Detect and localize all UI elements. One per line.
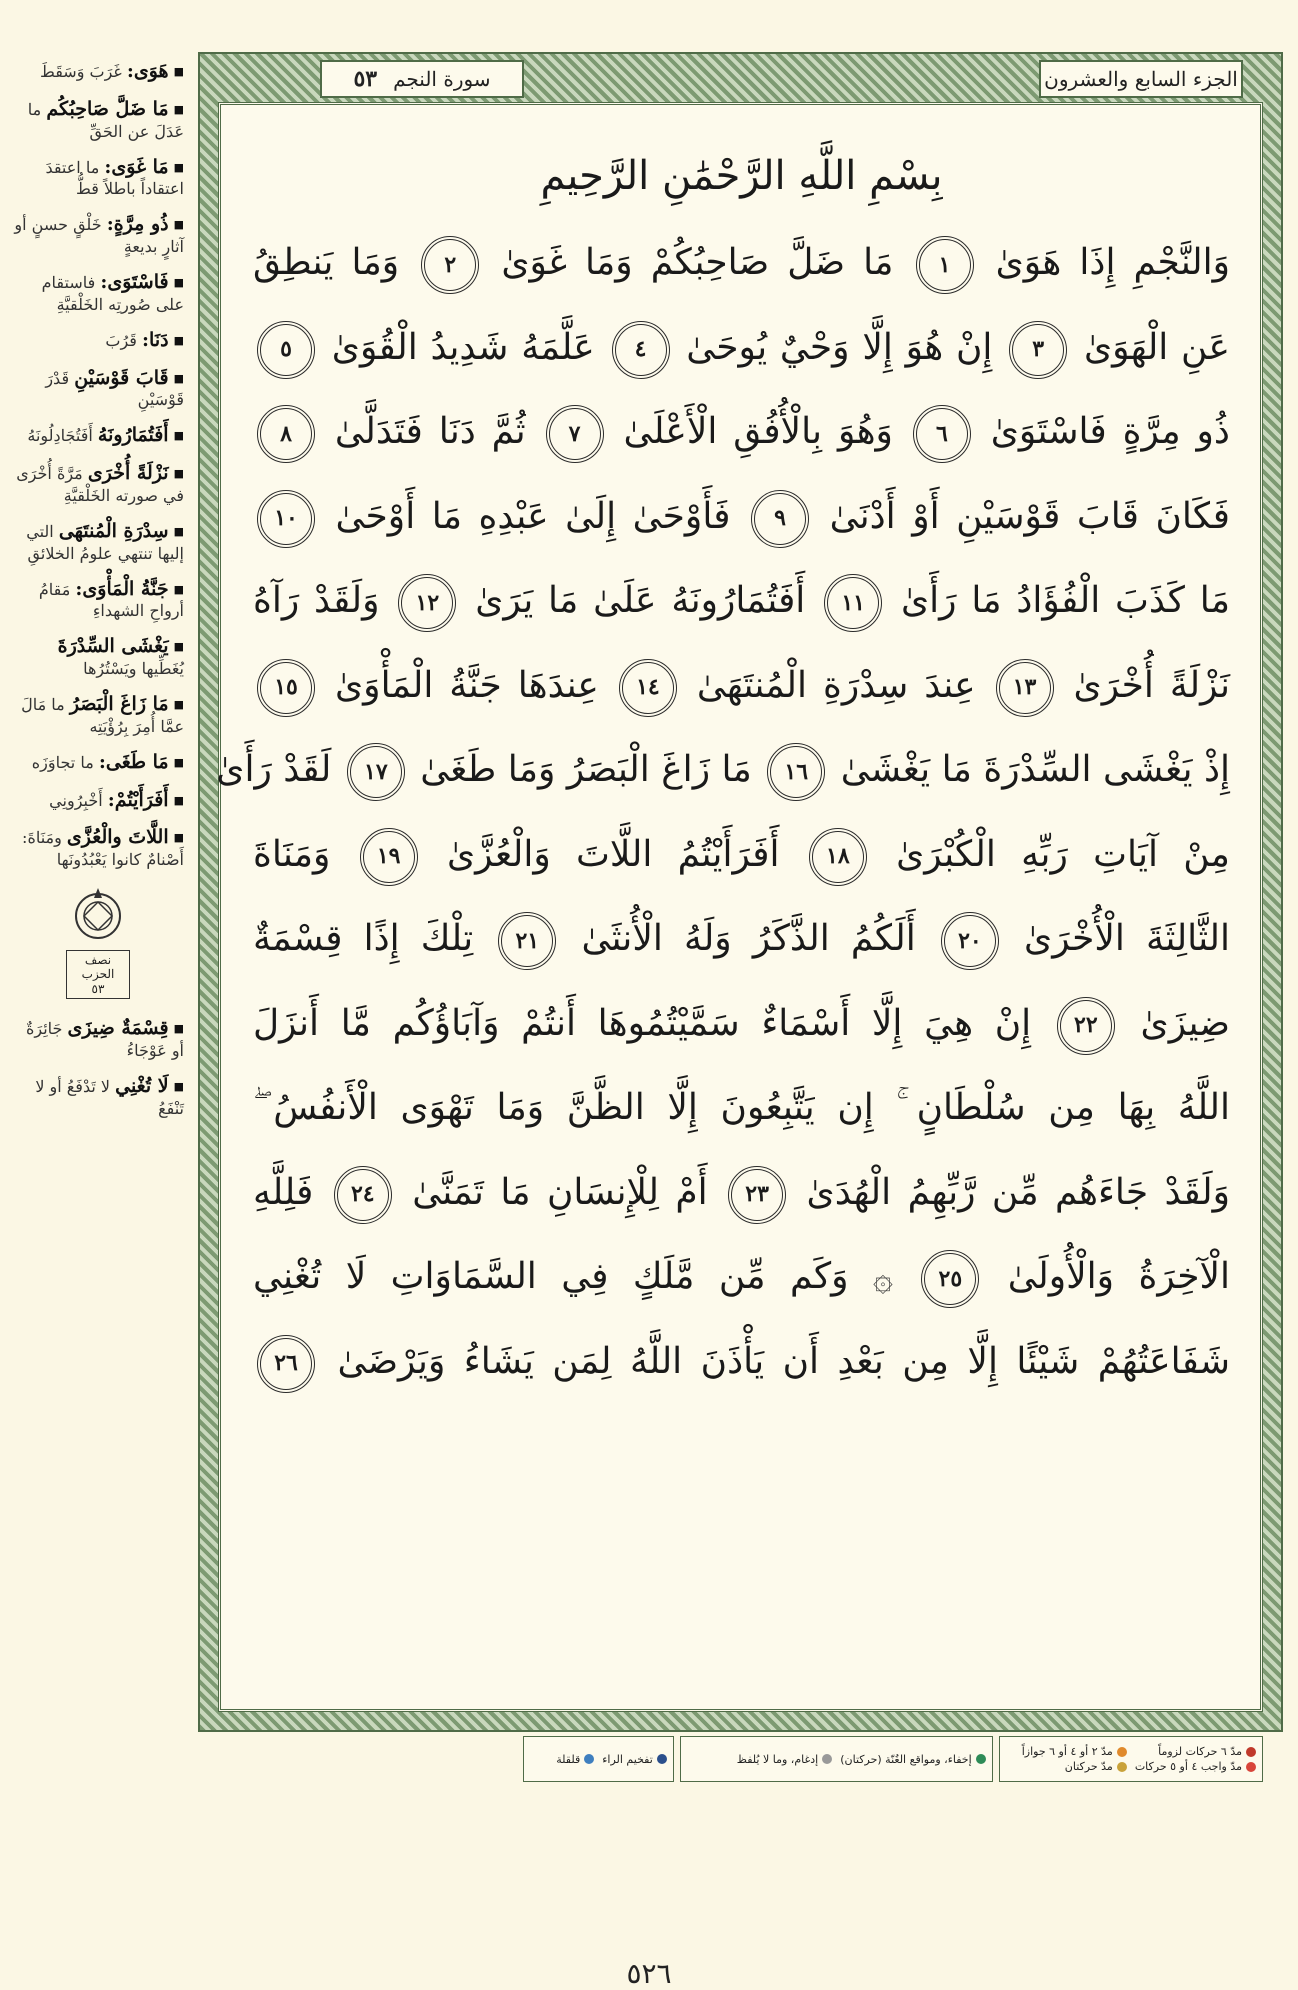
verse-line	[253, 559, 1230, 644]
glossary-term: ■ مَا طَغَى:	[99, 751, 184, 773]
hizb-marker	[66, 884, 130, 999]
verse-text: عِندَهَا جَنَّةُ الْمَأْوَىٰ	[335, 664, 599, 706]
verse-line	[253, 306, 1230, 391]
glossary-entry	[12, 789, 184, 813]
verse-line	[253, 1151, 1230, 1236]
verse-line	[253, 221, 1230, 306]
glossary-entry	[12, 462, 184, 506]
hizb-word: الحزب	[81, 967, 115, 982]
glossary-term: ■ مَا ضَلَّ صَاحِبُكُم	[46, 98, 184, 120]
glossary-entry	[12, 156, 184, 200]
verse-text: فَأَوْحَىٰ إِلَىٰ عَبْدِهِ مَا أَوْحَىٰ	[335, 495, 731, 537]
color-dot-icon	[822, 1754, 832, 1764]
verse-text: عَنِ الْهَوَىٰ	[1083, 326, 1230, 368]
glossary-definition: ما تجاوَزَه	[31, 752, 94, 772]
verse-line	[253, 1320, 1230, 1405]
page-frame	[198, 52, 1283, 1773]
verse-text: وَلَقَدْ جَاءَهُم مِّن رَّبِّهِمُ الْهُدَىٰ	[806, 1171, 1230, 1213]
ayah-number-marker: ١٨	[809, 828, 867, 886]
glossary-term: ■ دَنَا:	[142, 329, 184, 351]
glossary-entry	[12, 751, 184, 775]
glossary-term: ■ أَفَرَأَيْتُمْ:	[108, 789, 184, 811]
verse-text: ثُمَّ دَنَا فَتَدَلَّىٰ	[334, 411, 526, 452]
glossary-definition: مَقامُ أرواحِ الشهداءِ	[38, 579, 184, 621]
legend-item	[1006, 1745, 1127, 1758]
glossary-term: ■ هَوَى:	[127, 60, 184, 82]
ayah-number-marker: ١٤	[619, 659, 677, 717]
ayah-number-marker: ٢١	[498, 912, 556, 970]
ayah-number-marker: ٢	[421, 236, 479, 294]
legend-item	[1135, 1745, 1256, 1758]
verse-text: الْآخِرَةُ وَالْأُولَىٰ	[1007, 1256, 1231, 1297]
page-number: ٥٢٦	[626, 1957, 672, 1990]
verse-text: لَقَدْ رَأَىٰ	[216, 749, 332, 790]
glossary-entry	[12, 826, 184, 870]
glossary-entry	[12, 60, 184, 84]
verse-text: ضِيزَىٰ	[1140, 1002, 1230, 1044]
glossary-entry	[12, 367, 184, 411]
color-dot-icon	[1246, 1747, 1256, 1757]
glossary-term: ■ لَا تُغْنِي	[115, 1075, 184, 1097]
ayah-number-marker: ١٦	[767, 743, 825, 801]
glossary-term: ■ اللَّاتَ والْعُزَّى	[67, 826, 184, 848]
glossary-definition: جَائِرَةٌ أو عَوْجَاءُ	[26, 1019, 184, 1060]
glossary-entry	[12, 98, 184, 142]
glossary-definition: أَفَتُجَادِلُونَهُ	[27, 426, 93, 446]
verse-text: وَلَقَدْ رَآهُ	[253, 580, 380, 621]
verse-text: عِندَ سِدْرَةِ الْمُنتَهَىٰ	[696, 664, 976, 706]
verse-line	[253, 1235, 1230, 1320]
legend-item	[530, 1753, 595, 1766]
glossary-term: ■ ذُو مِرَّةٍ:	[107, 213, 184, 235]
glossary-term: ■ جَنَّةُ الْمَأْوَى:	[75, 578, 184, 600]
verse-text: أَفَرَأَيْتُمُ اللَّاتَ وَالْعُزَّىٰ	[446, 833, 780, 875]
tajweed-legend	[218, 1736, 1263, 1782]
verse-text: مَا كَذَبَ الْفُؤَادُ مَا رَأَىٰ	[900, 580, 1231, 621]
verse-line	[253, 982, 1230, 1067]
verse-text: ذُو مِرَّةٍ فَاسْتَوَىٰ	[990, 411, 1230, 452]
glossary-definition: خَلْقٍ حسنٍ أو آثارٍ بديعةٍ	[14, 215, 184, 256]
glossary-sidebar	[12, 60, 184, 1760]
hizb-ornament-icon	[68, 884, 128, 944]
basmala: بِسْمِ اللَّهِ الرَّحْمَٰنِ الرَّحِيمِ	[540, 153, 943, 199]
hizb-number: ٥٣	[91, 981, 105, 996]
glossary-term: ■ سِدْرَةِ الْمُنتَهَى	[59, 520, 184, 542]
surah-header	[320, 60, 524, 98]
glossary-definition: غَرَبَ وَسَقَطَ	[40, 62, 122, 81]
glossary-term: ■ أَفَتُمَارُونَهُ	[98, 424, 184, 446]
ayah-number-marker: ٢٦	[257, 1335, 315, 1393]
legend-item	[687, 1753, 832, 1766]
glossary-term: ■ فَاسْتَوَى:	[100, 271, 184, 293]
legend-item	[602, 1753, 667, 1766]
glossary-entry	[12, 1017, 184, 1061]
legend-label: إخفاء، ومواقع الغُنّة (حركتان)	[840, 1752, 972, 1766]
ayah-number-marker: ١٠	[257, 490, 315, 548]
glossary-entry	[12, 635, 184, 679]
glossary-definition: ما اعتقدَ اعتقاداً باطلاً قطُّ	[45, 157, 184, 199]
juz-title: الجزء السابع والعشرون	[1044, 67, 1238, 91]
color-dot-icon	[1117, 1747, 1127, 1757]
color-dot-icon	[1246, 1762, 1256, 1772]
ayah-number-marker: ٨	[257, 405, 315, 463]
ayah-number-marker: ٩	[751, 490, 809, 548]
glossary-definition: أَخْبِرُونِي	[49, 790, 103, 810]
ayah-number-marker: ٣	[1009, 321, 1067, 379]
glossary-entry	[12, 213, 184, 257]
ayah-number-marker: ٢٥	[921, 1250, 979, 1308]
verse-text: إِذْ يَغْشَى السِّدْرَةَ مَا يَغْشَىٰ	[840, 749, 1230, 790]
ayah-number-marker: ١٧	[347, 743, 405, 801]
verse-text: وَهُوَ بِالْأُفُقِ الْأَعْلَىٰ	[623, 411, 893, 452]
verse-line	[253, 475, 1230, 560]
verse-line	[253, 897, 1230, 982]
hizb-label	[66, 950, 130, 999]
verse-text: تِلْكَ إِذًا قِسْمَةٌ	[253, 918, 474, 959]
verse-text: مَا ضَلَّ صَاحِبُكُمْ وَمَا غَوَىٰ	[501, 242, 894, 283]
ayah-number-marker: ١٥	[257, 659, 315, 717]
legend-group	[523, 1736, 674, 1782]
glossary-definition: قَدْرَ قَوْسَيْنِ	[45, 368, 184, 410]
ayah-number-marker: ١٣	[996, 659, 1054, 717]
glossary-definition: فاستقام على صُورتِه الخَلْقيَّةِ	[41, 273, 184, 314]
ayah-number-marker: ٢٤	[334, 1166, 392, 1224]
glossary-term: ■ مَا غَوَى:	[104, 156, 184, 178]
glossary-term: ■ مَا زَاغَ الْبَصَرُ	[70, 693, 184, 715]
glossary-entry	[12, 424, 184, 448]
legend-label: إدغام، وما لا يُلفظ	[736, 1752, 819, 1766]
legend-label: مدّ واجب ٤ أو ٥ حركات	[1134, 1760, 1242, 1773]
legend-label: مدّ ٢ أو ٤ أو ٦ جوازاً	[1021, 1745, 1113, 1758]
glossary-entry	[12, 271, 184, 315]
ayah-number-marker: ١١	[824, 574, 882, 632]
verse-text: مِنْ آيَاتِ رَبِّهِ الْكُبْرَىٰ	[896, 833, 1230, 875]
ayah-number-marker: ٥	[257, 321, 315, 379]
glossary-definition: ما مَالَ عمَّا أُمِرَ بِرُؤْيَتِه	[21, 695, 184, 736]
verse-text: أَمْ لِلْإِنسَانِ مَا تَمَنَّىٰ	[412, 1171, 708, 1213]
legend-label: قلقلة	[556, 1752, 581, 1766]
glossary-entry	[12, 693, 184, 737]
verse-text: اللَّهُ بِهَا مِن سُلْطَانٍ ۚ إِن يَتَّبِعُونَ إِلَّا الظَّنَّ وَمَا تَهْوَى الْأَنفُسُ ۖ	[253, 1087, 1230, 1128]
ayah-number-marker: ٤	[612, 321, 670, 379]
glossary-entry	[12, 578, 184, 622]
ayah-number-marker: ٢٠	[941, 912, 999, 970]
glossary-definition: ما عَدَلَ عن الحَقِّ	[27, 99, 184, 141]
glossary-term: ■ قَابَ قَوْسَيْنِ	[74, 367, 184, 389]
verse-line	[253, 1066, 1230, 1151]
ayah-number-marker: ١٩	[360, 828, 418, 886]
glossary-entry	[12, 1075, 184, 1119]
color-dot-icon	[1117, 1762, 1127, 1772]
legend-label: تفخيم الراء	[602, 1752, 653, 1766]
color-dot-icon	[976, 1754, 986, 1764]
color-dot-icon	[584, 1754, 594, 1764]
glossary-definition: مَرَّةً أُخْرَى في صورته الخَلْقيَّةِ	[16, 464, 184, 505]
ayah-number-marker: ٧	[546, 405, 604, 463]
verse-text: وَكَم مِّن مَّلَكٍ فِي السَّمَاوَاتِ لَا تُغْنِي	[253, 1256, 849, 1297]
surah-title: سورة النجم	[393, 67, 491, 91]
verse-text: أَلَكُمُ الذَّكَرُ وَلَهُ الْأُنثَىٰ	[581, 918, 916, 959]
ayah-number-marker: ٢٣	[728, 1166, 786, 1224]
glossary-term: ■ نَزْلَةً أُخْرَى	[88, 462, 184, 484]
glossary-definition: ومَنَاةَ: أَصْنامٌ كانوا يَعْبُدُونَها	[22, 828, 184, 869]
legend-label: مدّ حركتان	[1064, 1760, 1113, 1773]
glossary-definition: التي إليها تنتهي علومُ الخلائقِ	[26, 521, 184, 563]
verse-text: نَزْلَةً أُخْرَىٰ	[1073, 664, 1230, 706]
surah-number: ٥٣	[353, 66, 378, 92]
verse-text: وَمَا يَنطِقُ	[253, 242, 400, 283]
glossary-term: ■ قِسْمَةٌ ضِيزَى	[68, 1017, 184, 1039]
ayah-number-marker: ٦	[913, 405, 971, 463]
legend-item	[1135, 1760, 1256, 1773]
color-dot-icon	[657, 1754, 667, 1764]
ayah-number-marker: ١٢	[398, 574, 456, 632]
verse-lines	[216, 221, 1231, 1404]
verse-text: وَالنَّجْمِ إِذَا هَوَىٰ	[995, 242, 1230, 283]
verse-line	[253, 390, 1230, 475]
legend-item	[1006, 1760, 1127, 1773]
ayah-number-marker: ٢٢	[1057, 997, 1115, 1055]
glossary-entry	[12, 520, 184, 564]
glossary-entry	[12, 329, 184, 353]
verse-text: أَفَتُمَارُونَهُ عَلَىٰ مَا يَرَىٰ	[475, 580, 806, 621]
legend-group	[999, 1736, 1263, 1782]
verse-text: شَفَاعَتُهُمْ شَيْئًا إِلَّا مِن بَعْدِ أَن يَأْذَنَ اللَّهُ لِمَن يَشَاءُ وَيَرْضَىٰ	[337, 1340, 1230, 1382]
glossary-definition: يُغَطِّيها ويَسْتُرُها	[83, 659, 184, 678]
verse-text: فَلِلَّهِ	[253, 1171, 314, 1213]
verse-text: عَلَّمَهُ شَدِيدُ الْقُوَىٰ	[331, 326, 595, 368]
juz-header	[1039, 60, 1243, 98]
verse-text: إِنْ هِيَ إِلَّا أَسْمَاءٌ سَمَّيْتُمُوهَا أَنتُمْ وَآبَاؤُكُم مَّا أَنزَلَ	[253, 1002, 1032, 1044]
legend-group	[680, 1736, 993, 1782]
glossary-term: ■ يَغْشَى السِّدْرَةَ	[58, 635, 184, 657]
verse-text: الثَّالِثَةَ الْأُخْرَىٰ	[1024, 918, 1230, 959]
verse-text: فَكَانَ قَابَ قَوْسَيْنِ أَوْ أَدْنَىٰ	[829, 495, 1230, 537]
verse-text: مَا زَاغَ الْبَصَرُ وَمَا طَغَىٰ	[420, 749, 752, 790]
verse-line	[253, 644, 1230, 729]
ayah-number-marker: ١	[916, 236, 974, 294]
glossary-definition: قَرُبَ	[105, 330, 137, 350]
text-panel	[218, 102, 1263, 1712]
legend-label: مدّ ٦ حركات لزوماً	[1158, 1745, 1242, 1758]
glossary-definition: لا تَدْفَعُ أو لا تَنْفَعُ	[35, 1076, 184, 1118]
legend-item	[840, 1753, 985, 1766]
verse-text: إِنْ هُوَ إِلَّا وَحْيٌ يُوحَىٰ	[686, 326, 993, 368]
verse-line	[216, 728, 1230, 813]
rub-el-hizb-icon: ۞	[872, 1258, 893, 1299]
hizb-half: نصف	[84, 953, 112, 967]
verse-text: وَمَنَاةَ	[253, 833, 331, 875]
verse-line	[253, 813, 1230, 898]
quran-text	[216, 145, 1231, 1404]
